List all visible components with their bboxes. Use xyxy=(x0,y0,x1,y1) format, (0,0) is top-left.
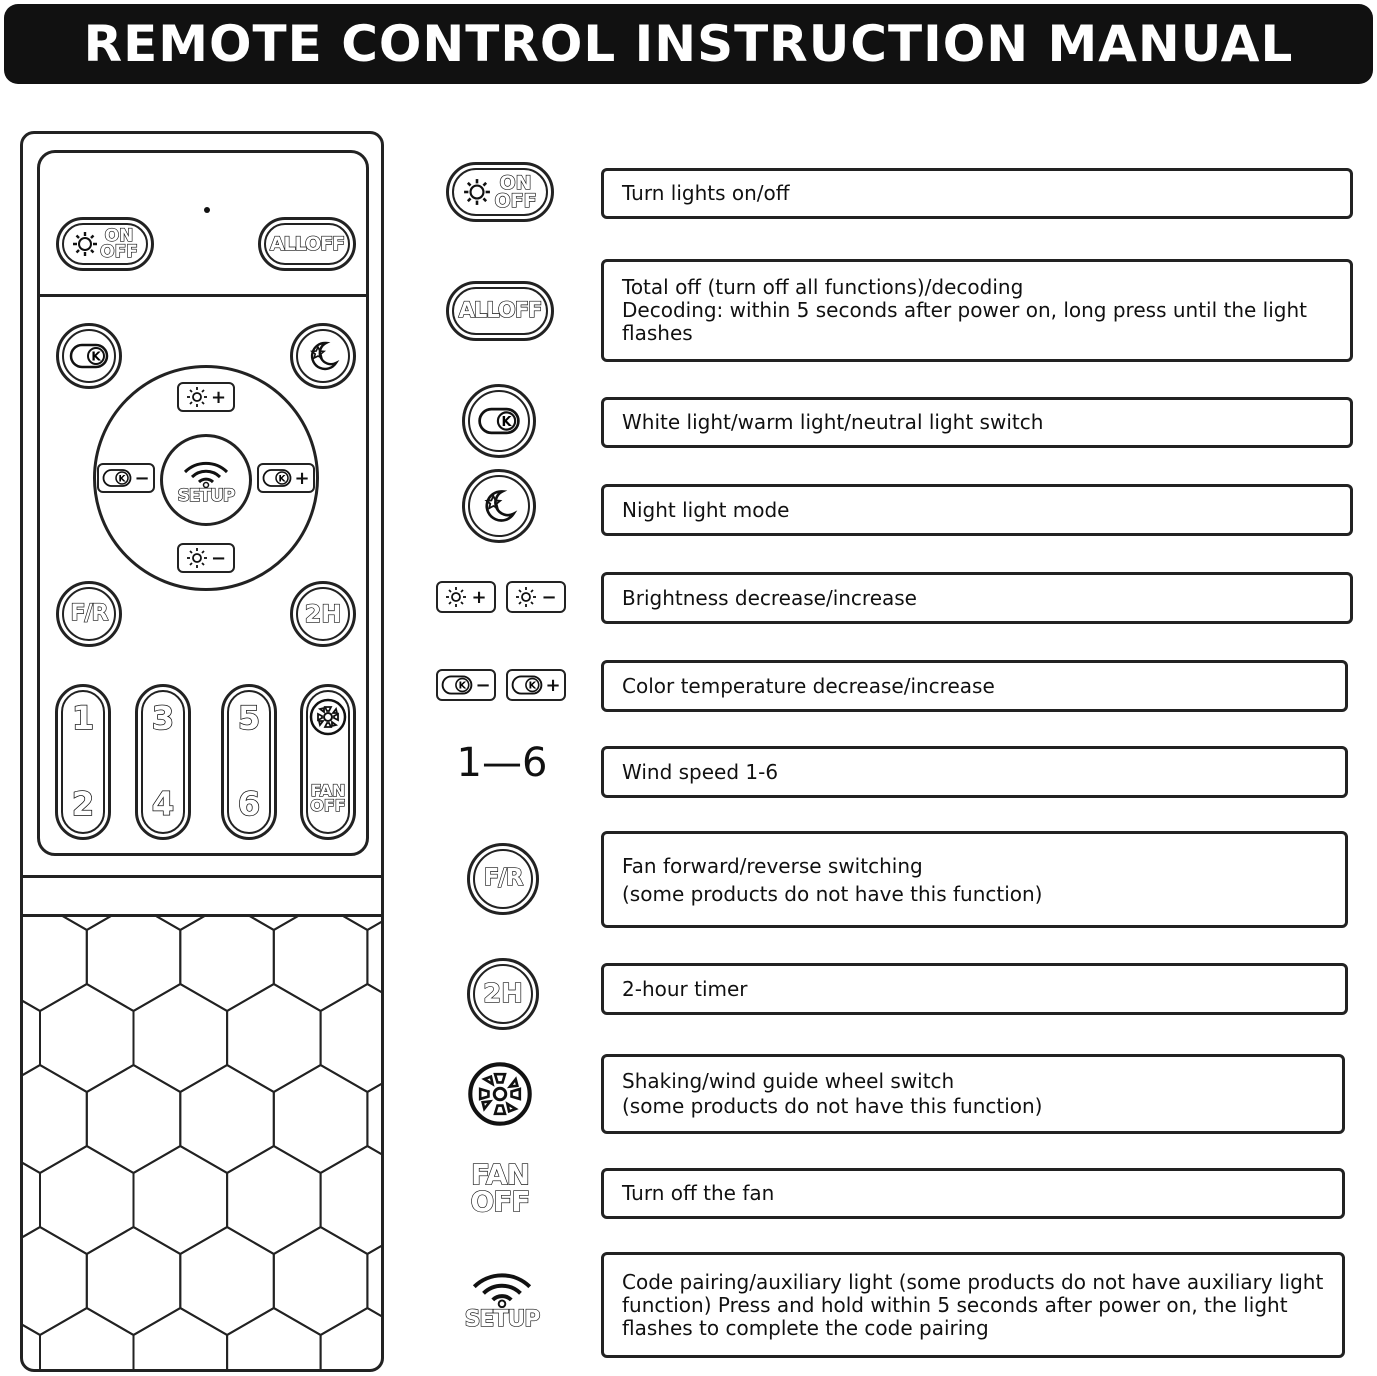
minus-sign: − xyxy=(210,547,227,569)
legend-wind-speed-icon: 1—6 xyxy=(456,740,548,786)
color-temp-icon xyxy=(477,407,521,435)
hexagon-cell xyxy=(227,1146,321,1254)
hexagon-cell xyxy=(40,1308,134,1372)
remote-control-illustration xyxy=(20,131,384,1372)
svg-text:K: K xyxy=(278,474,286,485)
fan-label: FAN xyxy=(470,1158,530,1191)
hexagon-cell xyxy=(20,917,40,930)
hexagon-pattern xyxy=(20,917,384,1372)
legend-brightness-up-icon xyxy=(436,581,496,613)
minus-sign: − xyxy=(541,586,557,608)
speed-3-label: 3 xyxy=(151,699,175,737)
legend-wind-wheel-icon xyxy=(467,1061,533,1127)
night-moon-icon xyxy=(306,339,340,373)
hexagon-cell xyxy=(134,1146,228,1254)
speed-5-label: 5 xyxy=(237,699,261,737)
fan-off-label: OFF xyxy=(470,1184,530,1218)
page-title: REMOTE CONTROL INSTRUCTION MANUAL xyxy=(4,4,1373,84)
desc-box-color-switch: White light/warm light/neutral light switch xyxy=(601,397,1353,448)
remote-lower-divider-1 xyxy=(23,875,381,878)
hexagon-cell xyxy=(274,917,368,1011)
fan-off-label: OFF xyxy=(310,796,346,816)
plus-sign: + xyxy=(210,386,227,408)
brightness-icon xyxy=(186,547,208,569)
brightness-icon xyxy=(186,386,208,408)
fan-label: FAN xyxy=(310,781,346,800)
hexagon-cell xyxy=(227,984,321,1092)
svg-text:K: K xyxy=(529,680,537,692)
legend-timer-icon xyxy=(467,958,539,1030)
hexagon-cell xyxy=(367,917,384,1011)
sun-gear-icon xyxy=(72,231,98,257)
setup-label: SETUP xyxy=(177,485,235,506)
remote-setup-button[interactable] xyxy=(160,434,252,526)
hexagon-cell xyxy=(367,1065,384,1173)
plus-sign: + xyxy=(471,586,487,608)
hexagon-cell xyxy=(180,917,273,1011)
hexagon-cell xyxy=(321,984,384,1092)
legend-fan-off-icon xyxy=(460,1158,540,1218)
hexagon-cell xyxy=(20,1065,87,1173)
hexagon-cell xyxy=(274,1227,368,1335)
hexagon-cell xyxy=(321,1308,384,1372)
hexagon-cell xyxy=(20,917,87,1011)
remote-face xyxy=(37,150,369,856)
legend-night-light-icon xyxy=(462,469,536,543)
remote-fr-button[interactable] xyxy=(56,581,122,647)
hexagon-cell xyxy=(134,917,228,930)
svg-text:K: K xyxy=(118,474,126,485)
speed-6-label: 6 xyxy=(237,785,261,823)
legend-on-off-icon xyxy=(446,162,554,222)
hexagon-cell xyxy=(40,984,134,1092)
signal-waves-icon xyxy=(181,458,231,488)
remote-speed-key-5-6[interactable] xyxy=(221,684,277,840)
brightness-icon xyxy=(515,586,537,608)
hexagon-cell xyxy=(87,1065,181,1173)
hexagon-cell xyxy=(40,1146,134,1254)
hexagon-cell xyxy=(134,1308,228,1372)
color-temp-icon xyxy=(69,343,109,369)
svg-text:K: K xyxy=(91,349,101,364)
desc-box-night-light: Night light mode xyxy=(601,484,1353,536)
hexagon-cell xyxy=(20,1308,40,1372)
plus-sign: + xyxy=(294,467,310,489)
remote-night-light-button[interactable] xyxy=(290,323,356,389)
wind-wheel-icon xyxy=(308,697,348,737)
hexagon-cell xyxy=(180,1227,273,1335)
desc-box-fr: Fan forward/reverse switching (some products do not have this function) xyxy=(601,831,1348,928)
ir-indicator-dot xyxy=(204,207,210,213)
remote-divider xyxy=(40,294,366,297)
remote-speed-key-1-2[interactable] xyxy=(55,684,111,840)
sun-gear-icon xyxy=(463,178,491,206)
night-moon-icon xyxy=(480,487,518,525)
hexagon-cell xyxy=(274,1065,368,1173)
plus-sign: + xyxy=(545,674,561,696)
hexagon-cell xyxy=(134,984,228,1092)
hexagon-cell xyxy=(20,1227,87,1335)
desc-box-wind-wheel: Shaking/wind guide wheel switch (some products do not have this function) xyxy=(601,1054,1345,1134)
legend-brightness-down-icon xyxy=(506,581,566,613)
hexagon-cell xyxy=(321,1146,384,1254)
remote-fan-key[interactable] xyxy=(300,684,356,840)
remote-color-temp-down-button[interactable] xyxy=(97,463,155,493)
desc-box-all-off: Total off (turn off all functions)/decoding Decoding: within 5 seconds after power on, long press until the light flashes xyxy=(601,259,1353,362)
desc-box-on-off: Turn lights on/off xyxy=(601,168,1353,219)
legend-setup-icon xyxy=(462,1268,542,1331)
hexagon-cell xyxy=(87,917,181,1011)
remote-color-temp-button[interactable] xyxy=(56,323,122,389)
off-label: OFF xyxy=(100,242,138,262)
minus-sign: − xyxy=(475,674,491,696)
color-temp-icon xyxy=(102,468,132,488)
speed-2-label: 2 xyxy=(71,785,95,823)
timer-label: 2H xyxy=(304,599,342,628)
hexagon-cell xyxy=(180,1065,273,1173)
remote-brightness-up-button[interactable] xyxy=(177,382,235,412)
legend-color-temp-down-icon xyxy=(436,669,496,701)
desc-box-timer: 2-hour timer xyxy=(601,963,1348,1015)
hexagon-cell xyxy=(227,917,321,930)
speed-4-label: 4 xyxy=(151,785,175,823)
remote-2h-timer-button[interactable] xyxy=(290,581,356,647)
fr-label: F/R xyxy=(70,600,108,626)
desc-box-wind-speed: Wind speed 1-6 xyxy=(601,746,1348,798)
speed-1-label: 1 xyxy=(71,699,95,737)
color-temp-icon xyxy=(441,674,473,696)
hexagon-cell xyxy=(227,1308,321,1372)
hexagon-cell xyxy=(87,1227,181,1335)
legend-color-temp-icon xyxy=(462,384,536,458)
timer-label: 2H xyxy=(483,978,523,1009)
remote-color-temp-up-button[interactable] xyxy=(257,463,315,493)
legend-fr-icon xyxy=(467,843,539,915)
desc-box-setup: Code pairing/auxiliary light (some products do not have auxiliary light function) Press and hold within 5 seconds after power on, the light flashes to complete the code pairing xyxy=(601,1252,1345,1358)
remote-on-off-button[interactable] xyxy=(56,217,154,271)
hexagon-cell xyxy=(321,917,384,930)
brightness-icon xyxy=(445,586,467,608)
hexagon-cell xyxy=(367,1227,384,1335)
off-label: OFF xyxy=(494,190,537,212)
remote-all-off-button[interactable] xyxy=(258,217,356,271)
all-off-label: ALLOFF xyxy=(458,298,542,323)
desc-box-fan-off: Turn off the fan xyxy=(601,1168,1345,1219)
all-off-label: ALLOFF xyxy=(269,232,345,255)
remote-speed-key-3-4[interactable] xyxy=(135,684,191,840)
color-temp-icon xyxy=(511,674,543,696)
minus-sign: − xyxy=(134,467,150,489)
on-label: ON xyxy=(104,225,134,246)
legend-color-temp-up-icon xyxy=(506,669,566,701)
color-temp-icon xyxy=(262,468,292,488)
svg-text:K: K xyxy=(459,680,467,692)
signal-waves-icon xyxy=(469,1268,535,1308)
legend-all-off-icon xyxy=(446,281,554,341)
on-label: ON xyxy=(499,171,532,194)
svg-text:K: K xyxy=(501,414,512,430)
fr-label: F/R xyxy=(483,865,523,892)
setup-label: SETUP xyxy=(464,1307,540,1332)
hexagon-cell xyxy=(40,917,134,930)
desc-box-brightness: Brightness decrease/increase xyxy=(601,572,1353,624)
desc-box-color-temp: Color temperature decrease/increase xyxy=(601,660,1348,712)
remote-brightness-down-button[interactable] xyxy=(177,543,235,573)
